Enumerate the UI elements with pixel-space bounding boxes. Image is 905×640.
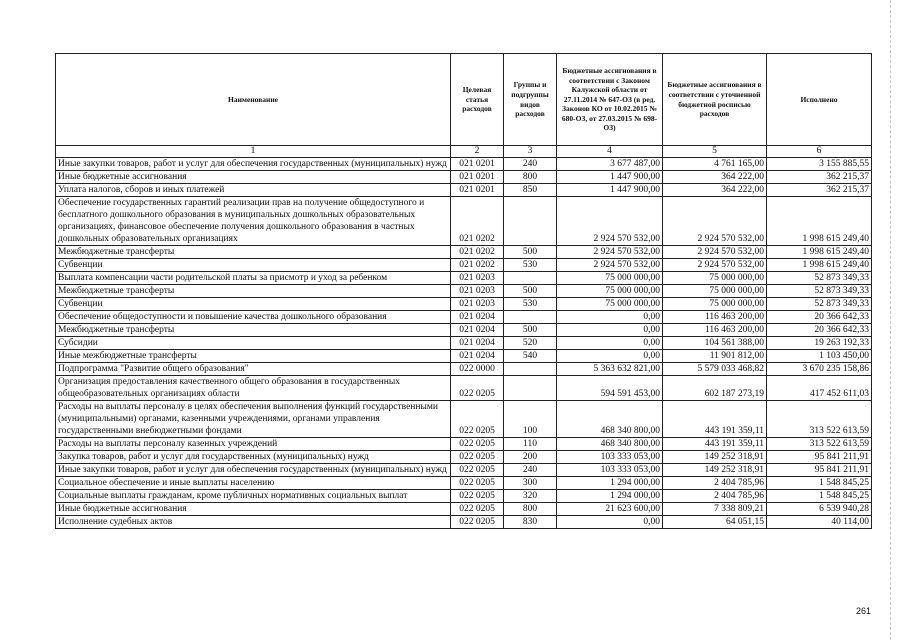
- row-group-code: 530: [504, 298, 557, 311]
- row-executed: 313 522 613,59: [767, 401, 872, 438]
- row-budget-revised: 5 579 033 468,82: [663, 363, 767, 376]
- row-target-code: 021 0204: [451, 324, 504, 337]
- row-group-code: 500: [504, 285, 557, 298]
- row-name: Уплата налогов, сборов и иных платежей: [56, 184, 451, 197]
- row-budget-law: 0,00: [557, 350, 663, 363]
- table-row: [56, 401, 872, 438]
- row-executed: 362 215,37: [767, 184, 872, 197]
- row-budget-revised: 602 187 273,19: [663, 376, 767, 401]
- table-header-row: [56, 54, 872, 146]
- table-row: [56, 350, 872, 363]
- column-numbers-row: [56, 146, 872, 158]
- row-budget-law: 0,00: [557, 516, 663, 529]
- row-budget-revised: 75 000 000,00: [663, 298, 767, 311]
- page-number: 261: [856, 606, 872, 616]
- table-row: [56, 171, 872, 184]
- row-group-code: 240: [504, 158, 557, 171]
- row-budget-law: 103 333 053,00: [557, 464, 663, 477]
- row-budget-revised: 116 463 200,00: [663, 324, 767, 337]
- row-executed: 95 841 211,91: [767, 464, 872, 477]
- row-group-code: 300: [504, 477, 557, 490]
- row-name: Иные бюджетные ассигнования: [56, 503, 451, 516]
- row-group-code: 320: [504, 490, 557, 503]
- row-executed: 52 873 349,33: [767, 272, 872, 285]
- row-target-code: 022 0205: [451, 516, 504, 529]
- row-target-code: 022 0205: [451, 503, 504, 516]
- column-number: 3: [504, 146, 557, 158]
- row-budget-law: 3 677 487,00: [557, 158, 663, 171]
- table-row: [56, 376, 872, 401]
- row-executed: 6 539 940,28: [767, 503, 872, 516]
- row-budget-law: 0,00: [557, 311, 663, 324]
- row-budget-revised: 149 252 318,91: [663, 464, 767, 477]
- row-name: Расходы на выплаты персоналу казенных учреждений: [56, 438, 451, 451]
- row-budget-law: 75 000 000,00: [557, 285, 663, 298]
- row-group-code: [504, 311, 557, 324]
- row-budget-law: 0,00: [557, 324, 663, 337]
- row-target-code: 021 0202: [451, 246, 504, 259]
- row-target-code: 022 0205: [451, 401, 504, 438]
- column-number: 6: [767, 146, 872, 158]
- row-budget-revised: 149 252 318,91: [663, 451, 767, 464]
- row-budget-law: 594 591 453,00: [557, 376, 663, 401]
- row-budget-revised: 443 191 359,11: [663, 438, 767, 451]
- row-group-code: 800: [504, 171, 557, 184]
- row-budget-law: 2 924 570 532,00: [557, 259, 663, 272]
- row-target-code: 022 0000: [451, 363, 504, 376]
- row-executed: 20 366 642,33: [767, 311, 872, 324]
- row-budget-law: 468 340 800,00: [557, 401, 663, 438]
- table-row: [56, 451, 872, 464]
- row-executed: 362 215,37: [767, 171, 872, 184]
- row-budget-law: 1 294 000,00: [557, 490, 663, 503]
- table-row: [56, 324, 872, 337]
- row-budget-revised: 7 338 809,21: [663, 503, 767, 516]
- table-row: [56, 490, 872, 503]
- row-budget-revised: 2 404 785,96: [663, 490, 767, 503]
- row-name: Выплата компенсации части родительской платы за присмотр и уход за ребенком: [56, 272, 451, 285]
- row-executed: 19 263 192,33: [767, 337, 872, 350]
- row-budget-revised: 364 222,00: [663, 184, 767, 197]
- row-group-code: 540: [504, 350, 557, 363]
- row-target-code: 022 0205: [451, 451, 504, 464]
- row-budget-revised: 443 191 359,11: [663, 401, 767, 438]
- row-budget-law: 2 924 570 532,00: [557, 197, 663, 246]
- row-group-code: 500: [504, 324, 557, 337]
- row-budget-law: 75 000 000,00: [557, 272, 663, 285]
- row-target-code: 021 0201: [451, 158, 504, 171]
- row-target-code: 021 0202: [451, 259, 504, 272]
- row-budget-revised: 11 901 812,00: [663, 350, 767, 363]
- row-executed: 40 114,00: [767, 516, 872, 529]
- row-name: Организация предоставления качественного общего образования в государственных общеобразовательных организациях области: [56, 376, 451, 401]
- row-target-code: 021 0203: [451, 272, 504, 285]
- row-name: Иные межбюджетные трансферты: [56, 350, 451, 363]
- page-edge-line: [890, 0, 892, 640]
- row-executed: 1 998 615 249,40: [767, 246, 872, 259]
- row-name: Иные бюджетные ассигнования: [56, 171, 451, 184]
- table-row: [56, 503, 872, 516]
- row-target-code: 021 0203: [451, 298, 504, 311]
- table-row: [56, 272, 872, 285]
- row-name: Социальное обеспечение и иные выплаты населению: [56, 477, 451, 490]
- row-budget-law: 103 333 053,00: [557, 451, 663, 464]
- row-executed: 3 155 885,55: [767, 158, 872, 171]
- row-name: Межбюджетные трансферты: [56, 324, 451, 337]
- row-budget-law: 75 000 000,00: [557, 298, 663, 311]
- row-name: Субвенции: [56, 259, 451, 272]
- row-budget-revised: 2 924 570 532,00: [663, 197, 767, 246]
- table-body: [56, 158, 872, 529]
- budget-table: [55, 53, 872, 529]
- row-budget-revised: 104 561 388,00: [663, 337, 767, 350]
- row-group-code: 530: [504, 259, 557, 272]
- row-target-code: 022 0205: [451, 490, 504, 503]
- table-row: [56, 298, 872, 311]
- row-group-code: 240: [504, 464, 557, 477]
- row-name: Межбюджетные трансферты: [56, 246, 451, 259]
- header-target: Целевая статья расходов: [451, 54, 504, 146]
- row-name: Субсидии: [56, 337, 451, 350]
- table-row: [56, 363, 872, 376]
- header-budget-law: Бюджетные ассигнования в соответствии с Законом Калужской области от 27.11.2014 № 647-ОЗ (в ред. Законов КО от 10.02.2015 № 680-ОЗ, от 27.03.2015 № 698-ОЗ): [557, 54, 663, 146]
- row-budget-law: 468 340 800,00: [557, 438, 663, 451]
- row-target-code: 021 0202: [451, 197, 504, 246]
- row-executed: 95 841 211,91: [767, 451, 872, 464]
- row-target-code: 022 0205: [451, 464, 504, 477]
- row-target-code: 021 0204: [451, 337, 504, 350]
- row-budget-revised: 75 000 000,00: [663, 285, 767, 298]
- row-group-code: [504, 197, 557, 246]
- row-group-code: 800: [504, 503, 557, 516]
- table-row: [56, 184, 872, 197]
- row-budget-law: 21 623 600,00: [557, 503, 663, 516]
- row-group-code: 100: [504, 401, 557, 438]
- row-target-code: 021 0201: [451, 184, 504, 197]
- column-number: 4: [557, 146, 663, 158]
- row-name: Иные закупки товаров, работ и услуг для обеспечения государственных (муниципальных) нужд: [56, 464, 451, 477]
- table-row: [56, 464, 872, 477]
- row-group-code: 200: [504, 451, 557, 464]
- row-target-code: 021 0204: [451, 350, 504, 363]
- header-budget-revised: Бюджетные ассигнования в соответствии с уточненной бюджетной росписью расходов: [663, 54, 767, 146]
- row-group-code: 830: [504, 516, 557, 529]
- header-name: Наименование: [56, 54, 451, 146]
- row-executed: 1 998 615 249,40: [767, 197, 872, 246]
- column-number: 5: [663, 146, 767, 158]
- table-row: [56, 477, 872, 490]
- row-group-code: 500: [504, 246, 557, 259]
- row-executed: 313 522 613,59: [767, 438, 872, 451]
- header-group: Группы и подгруппы видов расходов: [504, 54, 557, 146]
- row-budget-law: 1 294 000,00: [557, 477, 663, 490]
- row-budget-revised: 64 051,15: [663, 516, 767, 529]
- row-target-code: 022 0205: [451, 376, 504, 401]
- row-budget-law: 0,00: [557, 337, 663, 350]
- row-budget-revised: 4 761 165,00: [663, 158, 767, 171]
- row-group-code: 110: [504, 438, 557, 451]
- table-row: [56, 438, 872, 451]
- row-executed: 20 366 642,33: [767, 324, 872, 337]
- table-row: [56, 246, 872, 259]
- row-name: Субвенции: [56, 298, 451, 311]
- row-executed: 1 103 450,00: [767, 350, 872, 363]
- row-budget-law: 5 363 632 821,00: [557, 363, 663, 376]
- row-group-code: 850: [504, 184, 557, 197]
- table-row: [56, 259, 872, 272]
- row-name: Расходы на выплаты персоналу в целях обеспечения выполнения функций государственными (муниципальными) органами, казенными учреждениями, органами управления государственными внебюджетными фондами: [56, 401, 451, 438]
- row-target-code: 021 0201: [451, 171, 504, 184]
- table-row: [56, 285, 872, 298]
- table-row: [56, 516, 872, 529]
- row-name: Подпрограмма "Развитие общего образования": [56, 363, 451, 376]
- row-name: Закупка товаров, работ и услуг для государственных (муниципальных) нужд: [56, 451, 451, 464]
- table-row: [56, 158, 872, 171]
- row-name: Исполнение судебных актов: [56, 516, 451, 529]
- row-budget-revised: 2 924 570 532,00: [663, 246, 767, 259]
- row-budget-law: 1 447 900,00: [557, 171, 663, 184]
- row-executed: 52 873 349,33: [767, 298, 872, 311]
- row-name: Обеспечение общедоступности и повышение качества дошкольного образования: [56, 311, 451, 324]
- row-target-code: 021 0204: [451, 311, 504, 324]
- row-group-code: [504, 376, 557, 401]
- row-group-code: 520: [504, 337, 557, 350]
- row-executed: 3 670 235 158,86: [767, 363, 872, 376]
- row-budget-law: 1 447 900,00: [557, 184, 663, 197]
- row-target-code: 022 0205: [451, 477, 504, 490]
- row-target-code: 022 0205: [451, 438, 504, 451]
- row-executed: 1 998 615 249,40: [767, 259, 872, 272]
- row-executed: 1 548 845,25: [767, 490, 872, 503]
- row-name: Иные закупки товаров, работ и услуг для обеспечения государственных (муниципальных) нужд: [56, 158, 451, 171]
- row-budget-revised: 2 404 785,96: [663, 477, 767, 490]
- row-target-code: 021 0203: [451, 285, 504, 298]
- table-row: [56, 197, 872, 246]
- row-group-code: [504, 363, 557, 376]
- row-budget-revised: 2 924 570 532,00: [663, 259, 767, 272]
- column-number: 2: [451, 146, 504, 158]
- row-budget-revised: 116 463 200,00: [663, 311, 767, 324]
- table-row: [56, 311, 872, 324]
- row-executed: 417 452 611,03: [767, 376, 872, 401]
- row-budget-revised: 75 000 000,00: [663, 272, 767, 285]
- header-executed: Исполнено: [767, 54, 872, 146]
- row-budget-law: 2 924 570 532,00: [557, 246, 663, 259]
- row-budget-revised: 364 222,00: [663, 171, 767, 184]
- row-executed: 1 548 845,25: [767, 477, 872, 490]
- row-name: Межбюджетные трансферты: [56, 285, 451, 298]
- table-row: [56, 337, 872, 350]
- row-group-code: [504, 272, 557, 285]
- row-name: Социальные выплаты гражданам, кроме публичных нормативных социальных выплат: [56, 490, 451, 503]
- row-executed: 52 873 349,33: [767, 285, 872, 298]
- row-name: Обеспечение государственных гарантий реализации прав на получение общедоступного и бесплатного дошкольного образования в муниципальных дошкольных образовательных организациях, финансовое обеспечение получения дошкольного образования в частных дошкольных образовательных организациях: [56, 197, 451, 246]
- column-number: 1: [56, 146, 451, 158]
